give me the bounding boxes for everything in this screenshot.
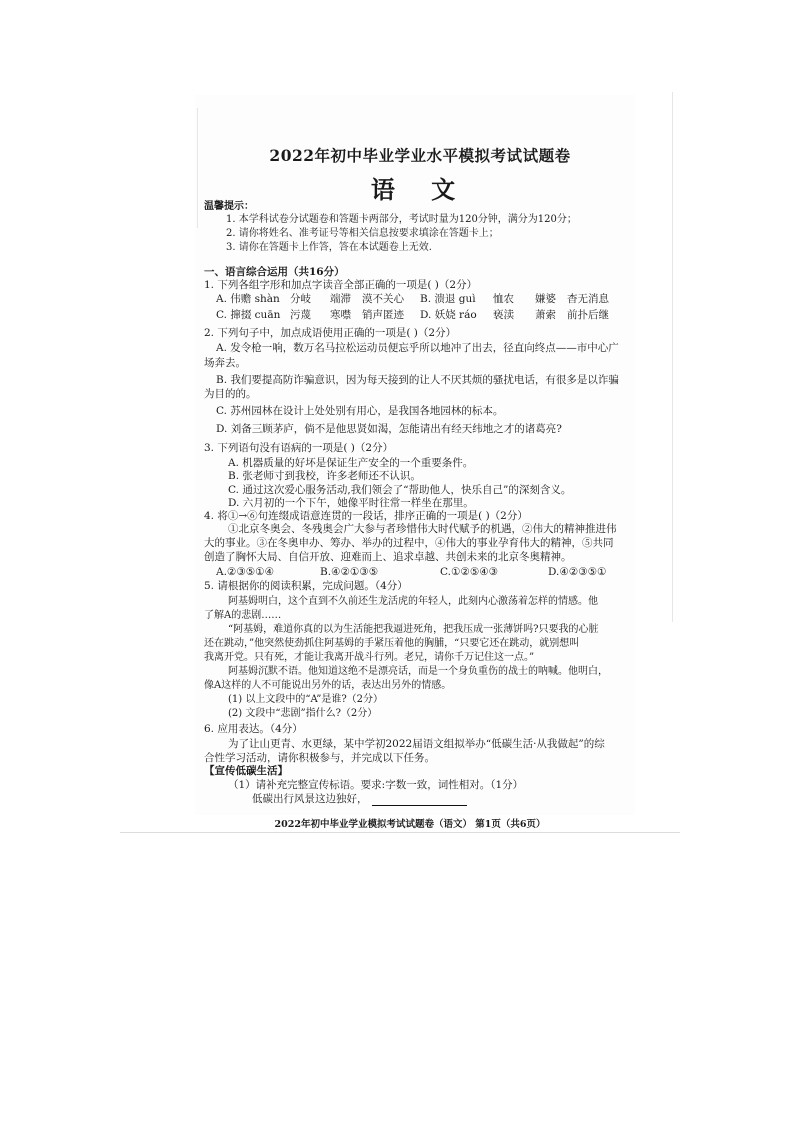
question-stem: 4. 将①→⑥句连缀成语意连贯的一段话，排序正确的一项是( )（2分）: [204, 510, 528, 522]
option: 杳无消息: [567, 293, 609, 305]
question-stem: 3. 下列语句没有语病的一项是( )（2分）: [204, 442, 394, 454]
passage-line: 了解A的悲剧……: [204, 610, 282, 621]
exam-title: 2022年初中毕业学业水平模拟考试试题卷: [269, 146, 571, 165]
subject-title: 语 文: [370, 175, 470, 204]
option: C.①②⑤④③: [440, 566, 499, 578]
task-box-title: 【宣传低碳生活】: [204, 765, 288, 777]
option: B. 溃退 guì: [420, 293, 476, 305]
passage-line: 阿基姆沉默不语。他知道这绝不是漂亮话，而是一个身负重伤的战士的呐喊。他明白，: [228, 666, 608, 677]
option: B.④②①③⑤: [320, 566, 379, 578]
question-stem: 5. 请根据你的阅读积累，完成问题。（4分）: [204, 580, 408, 592]
option: B. 我们要提高防诈骗意识，因为每天接到的让人不厌其烦的骚扰电话，有很多是以诈骗: [216, 374, 619, 386]
option: C. 苏州园林在设计上处处别有用心，是我国各地园林的标本。: [216, 405, 504, 417]
option: 嫌婆: [535, 293, 556, 305]
option: A.②③⑤①④: [216, 566, 274, 578]
option: D. 六月初的一个下午，她像平时往常一样坐在那里。: [228, 497, 474, 509]
option: C. 撺掇 cuān: [216, 309, 281, 321]
passage-line: 创造了胸怀大局、自信开放、迎难而上、追求卓越、共创未来的北京冬奥精神。: [204, 551, 572, 563]
option: 污蔑: [290, 309, 311, 321]
sub-question: (2) 文段中“悲剧”指什么?（2分）: [228, 708, 378, 719]
passage-line: 还在跳动，”他突然使劲抓住阿基姆的手紧压着他的胸脯，“只要它还在跳动，就别想叫: [204, 638, 580, 649]
option: 漠不关心: [362, 293, 404, 305]
option: 恤农: [493, 293, 514, 305]
scan-edge: [197, 108, 198, 228]
option: D. 妖娆 ráo: [420, 309, 477, 321]
option: 场奔去。: [204, 357, 246, 369]
answer-blank[interactable]: [372, 805, 467, 806]
option: A. 发令枪一响，数万名马拉松运动员便忘乎所以地冲了出去，径直向终点——市中心广: [216, 342, 619, 354]
option: 端滞: [330, 293, 351, 305]
question-stem: 2. 下列句子中，加点成语使用正确的一项是( )（2分）: [204, 327, 457, 339]
option: 分岐: [290, 293, 311, 305]
option: 寒噤: [330, 309, 351, 321]
option: 前扑后继: [567, 309, 609, 321]
option: 销声匿迹: [362, 309, 404, 321]
tip-item: 2. 请你将姓名、准考证号等相关信息按要求填涂在答题卡上；: [226, 228, 499, 239]
scan-edge: [672, 92, 673, 622]
option: B. 张老师寸到我校，许多老师还不认识。: [228, 470, 421, 482]
sub-question: （1）请补充完整宣传标语。要求:字数一致，词性相对。（1分）: [228, 779, 524, 791]
passage-line: 像A这样的人不可能说出另外的话，表达出另外的情感。: [204, 680, 452, 691]
slogan-prompt: 低碳出行风景这边独好，: [252, 793, 368, 805]
sub-question: (1) 以上文段中的“A”是谁?（2分）: [228, 694, 384, 705]
passage-line: 阿基姆明白，这个直到不久前还生龙活虎的年轻人，此刻内心激荡着怎样的情感。他: [228, 596, 598, 607]
tip-item: 1. 本学科试卷分试题卷和答题卡两部分，考试时量为120分钟，满分为120分；: [226, 214, 577, 225]
option: D.④②③⑤①: [548, 566, 607, 578]
page-divider: [120, 832, 680, 833]
passage-line: ①北京冬奥会、冬残奥会广大参与者珍惜伟大时代赋予的机遇，②伟大的精神推进伟: [228, 523, 617, 535]
option: A. 伟赡 shàn: [216, 293, 280, 305]
question-stem: 6. 应用表达。（4分）: [204, 723, 303, 735]
section-heading: 一、语言综合运用（共16分）: [204, 266, 345, 278]
passage-line: 大的事业。③在冬奥申办、筹办、举办的过程中，④伟大的事业孕育伟大的精神，⑤共同: [204, 537, 614, 549]
option: C. 通过这次爱心服务活动,我们领会了“帮助他人，快乐自己”的深刻含义。: [228, 484, 572, 496]
passage-line: 为了让山更青、水更绿，某中学初2022届语文组拟举办“低碳生活·从我做起”的综: [228, 738, 605, 750]
passage-line: 我离开党。只有死，才能让我离开战斗行列。老兄，请你千万记住这一点。”: [204, 652, 535, 663]
option: D. 刘备三顾茅庐，倘不是他思贤如渴，怎能请出有经天纬地之才的诸葛亮?: [216, 423, 562, 435]
question-stem: 1. 下列各组字形和加点字读音全部正确的一项是( )（2分）: [204, 279, 478, 291]
option: 为目的的。: [204, 388, 257, 400]
tip-item: 3. 请你在答题卡上作答，答在本试题卷上无效.: [226, 242, 432, 253]
option: 萧索: [535, 309, 556, 321]
passage-line: 合性学习活动，请你积极参与，并完成以下任务。: [204, 752, 435, 764]
option: 亵渎: [493, 309, 514, 321]
option: A. 机器质量的好坏是保证生产安全的一个重要条件。: [228, 457, 474, 469]
passage-line: “阿基姆，难道你真的以为生活能把我逼进死角，把我压成一张薄饼吗?只要我的心脏: [228, 624, 599, 635]
page-footer: 2022年初中毕业学业模拟考试试题卷（语文） 第1页（共6页）: [274, 819, 546, 830]
tips-label: 温馨提示：: [204, 201, 254, 212]
